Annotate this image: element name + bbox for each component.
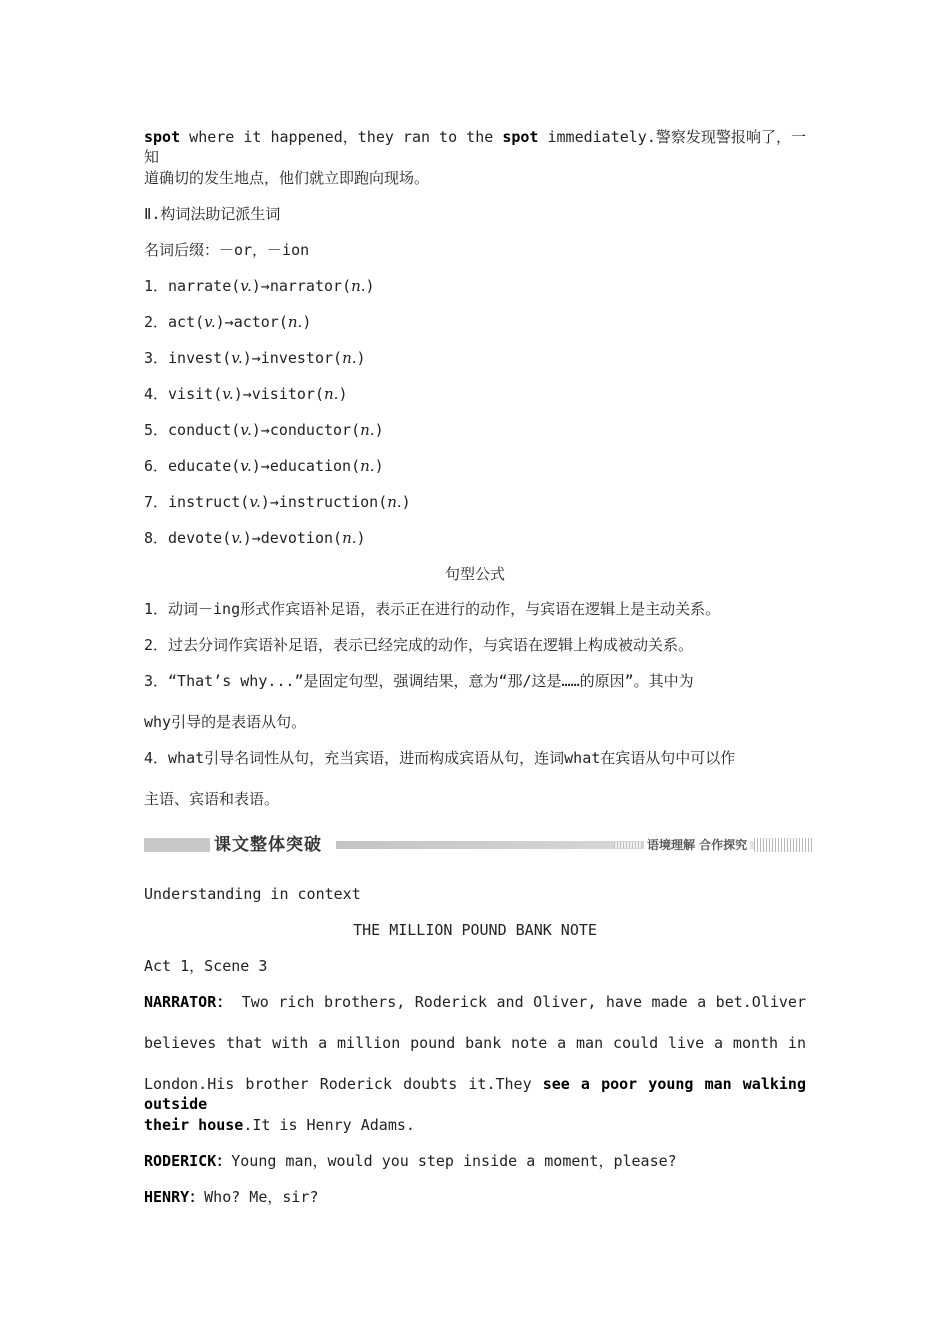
derivation-num: 2．	[144, 313, 169, 331]
derivation-item	[144, 348, 366, 368]
derivation-arrow: →	[269, 493, 279, 511]
dialogue-text: Two rich brothers, Roderick and Oliver, have made a bet.Oliver	[232, 993, 806, 1011]
suffix-label: 名词后缀：－or，－ion	[144, 241, 310, 259]
derivation-arrow: →	[251, 349, 261, 367]
derivation-verb: visit	[168, 385, 214, 403]
derivation-open: (	[222, 349, 232, 367]
derivation-n-abbr: n.	[342, 349, 357, 367]
derivation-arrow: →	[260, 277, 270, 295]
derivation-open: (	[231, 421, 241, 439]
derivation-close: )	[215, 313, 225, 331]
derivation-open: (	[240, 493, 250, 511]
banner-bar-left	[144, 838, 210, 852]
speaker-label: RODERICK：	[144, 1152, 232, 1170]
derivation-num: 3．	[144, 349, 169, 367]
derivation-close: )	[302, 313, 312, 331]
pattern-item-cont: why引导的是表语从句。	[144, 713, 307, 731]
derivation-n-abbr: n.	[387, 493, 402, 511]
derivation-arrow: →	[224, 313, 234, 331]
derivation-verb: devote	[168, 529, 223, 547]
dialogue-text: .It is Henry Adams.	[243, 1116, 415, 1134]
keyword-spot: spot	[502, 128, 539, 146]
derivation-v-abbr: v.	[231, 349, 243, 367]
pattern-item-cont: 主语、宾语和表语。	[144, 790, 280, 808]
derivation-item	[144, 492, 411, 512]
narrator-line-2: believes that with a million pound bank note a man could live a month in	[144, 1034, 806, 1052]
derivation-open: (	[333, 349, 343, 367]
derivation-noun: conductor	[269, 421, 352, 439]
derivation-num: 7．	[144, 493, 169, 511]
derivation-v-abbr: v.	[240, 277, 252, 295]
derivation-close: )	[365, 277, 375, 295]
intro-text: immediately.警察发现警报响了，一知	[144, 128, 807, 166]
derivation-noun: visitor	[251, 385, 315, 403]
roderick-line	[144, 1151, 677, 1171]
derivation-verb: act	[168, 313, 196, 331]
derivation-open: (	[378, 493, 388, 511]
derivation-item	[144, 312, 311, 332]
pattern-item: 1．动词－ing形式作宾语补足语，表示正在进行的动作，与宾语在逻辑上是主动关系。	[144, 600, 721, 618]
act-scene	[144, 956, 267, 976]
derivation-verb: invest	[168, 349, 223, 367]
banner-tag: 语境理解 合作探究	[644, 836, 750, 854]
act-number: 3	[258, 957, 268, 975]
derivation-item	[144, 420, 384, 440]
derivation-open: (	[351, 421, 361, 439]
derivation-n-abbr: n.	[324, 385, 339, 403]
derivation-close: )	[356, 529, 366, 547]
derivation-v-abbr: v.	[240, 421, 252, 439]
pattern-item: 4．what引导名词性从句，充当宾语，进而构成宾语从句，连词what在宾语从句中可以作	[144, 749, 736, 767]
derivation-noun: actor	[233, 313, 279, 331]
derivation-num: 4．	[144, 385, 169, 403]
derivation-verb: conduct	[168, 421, 232, 439]
dialogue-text: London.His brother Roderick doubts it.They	[144, 1075, 543, 1093]
derivation-open: (	[278, 313, 288, 331]
derivation-v-abbr: v.	[204, 313, 216, 331]
intro-line-1	[144, 127, 806, 167]
speaker-label: HENRY：	[144, 1188, 205, 1206]
derivation-item	[144, 276, 375, 296]
derivation-verb: narrate	[168, 277, 232, 295]
derivation-noun: narrator	[269, 277, 343, 295]
derivation-open: (	[231, 277, 241, 295]
speaker-label: NARRATOR：	[144, 993, 233, 1011]
derivation-close: )	[242, 349, 252, 367]
derivation-v-abbr: v.	[249, 493, 261, 511]
understanding-heading: Understanding in context	[144, 885, 361, 903]
derivation-close: )	[356, 349, 366, 367]
derivation-close: )	[251, 421, 261, 439]
intro-text: where it happened，they ran to the	[180, 128, 503, 146]
derivation-n-abbr: n.	[360, 457, 375, 475]
derivation-item	[144, 384, 347, 404]
derivation-noun: investor	[260, 349, 334, 367]
derivation-num: 6．	[144, 457, 169, 475]
play-title: THE MILLION POUND BANK NOTE	[353, 921, 597, 939]
highlight-phrase: see a poor young man walking outside	[144, 1075, 806, 1113]
act-label: Act 1，Scene	[144, 957, 259, 975]
derivation-v-abbr: v.	[231, 529, 243, 547]
banner-stripes-right	[754, 838, 814, 852]
derivation-close: )	[338, 385, 348, 403]
derivation-noun: instruction	[278, 493, 379, 511]
patterns-heading: 句型公式	[444, 565, 505, 583]
henry-line	[144, 1187, 319, 1207]
highlight-phrase: their house	[144, 1116, 244, 1134]
derivation-open: (	[195, 313, 205, 331]
derivation-item	[144, 528, 366, 548]
derivation-arrow: →	[260, 457, 270, 475]
derivation-num: 5．	[144, 421, 169, 439]
keyword-spot: spot	[144, 128, 181, 146]
derivation-verb: instruct	[168, 493, 241, 511]
derivation-n-abbr: n.	[287, 313, 303, 331]
derivation-open: (	[333, 529, 343, 547]
derivation-close: )	[374, 421, 384, 439]
derivation-open: (	[342, 277, 352, 295]
derivation-open: (	[231, 457, 241, 475]
intro-line-2: 道确切的发生地点，他们就立即跑向现场。	[144, 169, 430, 187]
derivation-noun: devotion	[260, 529, 334, 547]
narrator-line-1	[144, 992, 806, 1012]
derivation-arrow: →	[251, 529, 261, 547]
derivation-v-abbr: v.	[240, 457, 252, 475]
derivation-n-abbr: n.	[342, 529, 357, 547]
derivation-open: (	[222, 529, 232, 547]
derivation-num: 1．	[144, 277, 169, 295]
derivation-close: )	[251, 457, 261, 475]
derivation-open: (	[314, 385, 324, 403]
derivation-v-abbr: v.	[222, 385, 234, 403]
derivation-open: (	[351, 457, 361, 475]
derivation-item	[144, 456, 384, 476]
section-banner	[144, 832, 814, 858]
derivation-close: )	[242, 529, 252, 547]
banner-title: 课文整体突破	[214, 835, 322, 855]
derivation-noun: education	[269, 457, 352, 475]
section-heading: Ⅱ.构词法助记派生词	[144, 205, 281, 223]
narrator-line-3	[144, 1074, 806, 1114]
banner-stripes-left	[614, 842, 642, 848]
derivation-verb: educate	[168, 457, 232, 475]
derivation-close: )	[374, 457, 384, 475]
derivation-n-abbr: n.	[360, 421, 375, 439]
derivation-num: 8．	[144, 529, 169, 547]
derivation-n-abbr: n.	[351, 277, 366, 295]
derivation-arrow: →	[242, 385, 252, 403]
pattern-item: 3．“That’s why...”是固定句型，强调结果，意为“那/这是……的原因”。其中为	[144, 672, 694, 690]
derivation-close: )	[233, 385, 243, 403]
dialogue-text: Young man，would you step inside a moment，please?	[231, 1152, 677, 1170]
derivation-close: )	[251, 277, 261, 295]
narrator-line-4	[144, 1115, 415, 1135]
derivation-close: )	[401, 493, 411, 511]
dialogue-text: Who? Me，sir?	[204, 1188, 319, 1206]
derivation-arrow: →	[260, 421, 270, 439]
pattern-item: 2．过去分词作宾语补足语，表示已经完成的动作，与宾语在逻辑上构成被动关系。	[144, 636, 694, 654]
derivation-open: (	[213, 385, 223, 403]
derivation-close: )	[260, 493, 270, 511]
